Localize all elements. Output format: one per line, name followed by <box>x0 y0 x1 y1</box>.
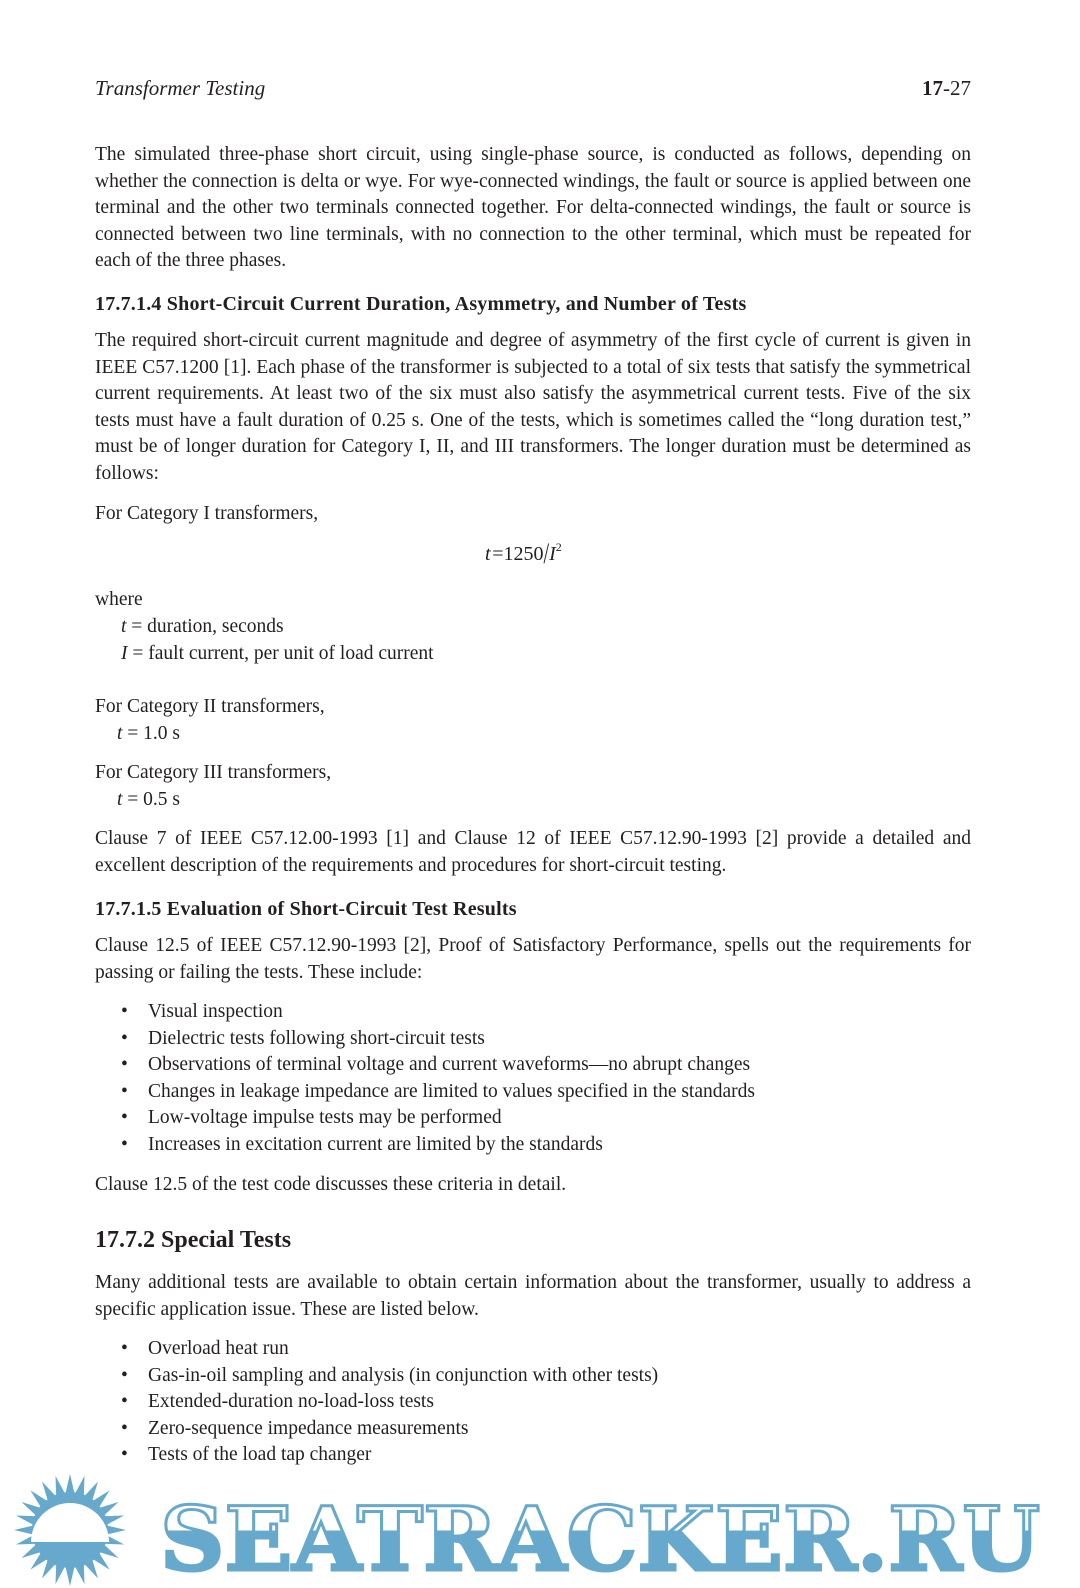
paragraph: Clause 7 of IEEE C57.12.00-1993 [1] and Clause 12 of IEEE C57.12.90-1993 [2] provide a detailed and excellent description of the requirements and procedures for short-circuit testing. <box>95 828 971 876</box>
page-number: 17-27 <box>922 76 971 100</box>
definition: t = duration, seconds <box>121 616 284 637</box>
value: t = 0.5 s <box>117 789 181 810</box>
sun-ray <box>106 1525 126 1534</box>
list-item: • Tests of the load tap changer <box>95 1442 971 1469</box>
criteria-list <box>95 999 971 1159</box>
paragraph: Clause 12.5 of IEEE C57.12.90-1993 [2], Proof of Satisfactory Performance, spells out the requirements for passing or failing the tests. These include: <box>95 935 971 983</box>
list-item: • Observations of terminal voltage and current waveforms—no abrupt changes <box>95 1052 971 1079</box>
sun-icon <box>14 1474 126 1586</box>
watermark-logo <box>0 1472 1080 1588</box>
section-heading-17-7-1-4: 17.7.1.4 Short-Circuit Current Duration, Asymmetry, and Number of Tests <box>95 293 747 315</box>
paragraph: The required short-circuit current magnitude and degree of asymmetry of the first cycle of current is given in IEEE C57.1200 [1]. Each phase of the transformer is subjected to a total of six tests that satisfy the symmetrical current requirements. At least two of the six must also satisfy the asymmetrical current tests. Five of the six tests must have a fault duration of 0.25 s. One of the tests, which is sometimes called the “long duration test,” must be of longer duration for Category I, II, and III transformers. The longer duration must be determined as follows: <box>95 330 971 484</box>
paragraph: For Category II transformers, <box>95 696 325 717</box>
list-item: • Dielectric tests following short-circuit tests <box>95 1026 971 1053</box>
value: t = 1.0 s <box>117 723 181 744</box>
list-item: • Visual inspection <box>95 999 971 1026</box>
equation: t $=1250/I^2$ <box>485 537 562 571</box>
watermark-text: SEATRACKER.RU <box>160 1487 1040 1588</box>
sun-ray <box>14 1525 34 1534</box>
list-item: • Increases in excitation current are limited by the standards <box>95 1132 971 1159</box>
sun-ray <box>65 1474 74 1494</box>
section-heading-17-7-1-5: 17.7.1.5 Evaluation of Short-Circuit Test Results <box>95 898 517 920</box>
special-tests-list <box>95 1336 971 1469</box>
paragraph: For Category I transformers, <box>95 503 319 524</box>
paragraph: Many additional tests are available to obtain certain information about the transformer, usually to address a specific application issue. These are listed below. <box>95 1272 971 1320</box>
paragraph: For Category III transformers, <box>95 762 332 783</box>
list-item: • Low-voltage impulse tests may be performed <box>95 1105 971 1132</box>
list-item: • Zero-sequence impedance measurements <box>95 1416 971 1443</box>
definition: I = fault current, per unit of load current <box>121 643 434 664</box>
sun-ray <box>65 1566 74 1586</box>
list-item: • Overload heat run <box>95 1336 971 1363</box>
list-item: • Extended-duration no-load-loss tests <box>95 1389 971 1416</box>
paragraph: Clause 12.5 of the test code discusses these criteria in detail. <box>95 1174 567 1195</box>
list-item: • Changes in leakage impedance are limited to values specified in the standards <box>95 1079 971 1106</box>
list-item: • Gas-in-oil sampling and analysis (in conjunction with other tests) <box>95 1363 971 1390</box>
section-heading-17-7-2: 17.7.2 Special Tests <box>95 1227 292 1253</box>
running-title: Transformer Testing <box>95 76 266 100</box>
where-label: where <box>95 589 143 610</box>
paragraph: The simulated three-phase short circuit, using single-phase source, is conducted as follows, depending on whether the connection is delta or wye. For wye-connected windings, the fault or source is applied between one terminal and the other two terminals connected together. For delta-connected windings, the fault or source is connected between two line terminals, with no connection to the other terminal, which must be repeated for each of the three phases. <box>95 144 971 271</box>
